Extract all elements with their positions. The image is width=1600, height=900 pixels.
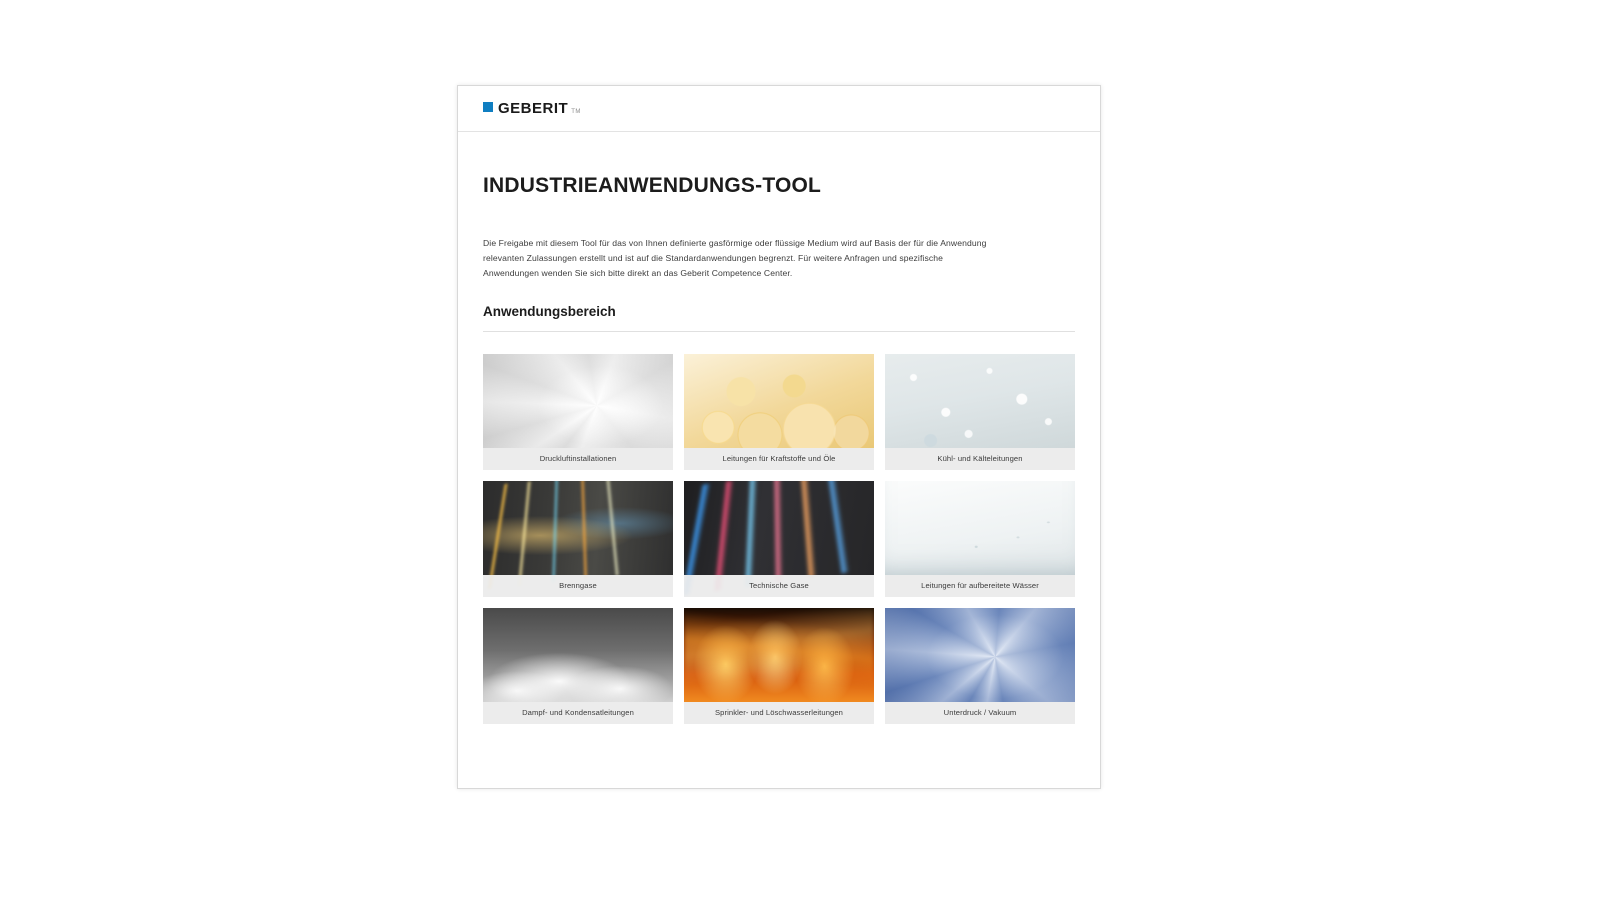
geberit-logo[interactable] bbox=[483, 100, 581, 117]
card-label: Druckluftinstallationen bbox=[483, 448, 673, 470]
steam-clouds-icon bbox=[483, 608, 673, 702]
card-label: Dampf- und Kondensatleitungen bbox=[483, 702, 673, 724]
application-card-sprinkler-und-loeschwasserleitungen[interactable] bbox=[684, 608, 874, 724]
application-card-kraftstoffe-und-oele[interactable] bbox=[684, 354, 874, 470]
card-label: Kühl- und Kälteleitungen bbox=[885, 448, 1075, 470]
warm-light-streaks-icon bbox=[483, 481, 673, 575]
card-label: Brenngase bbox=[483, 575, 673, 597]
application-card-brenngase[interactable] bbox=[483, 481, 673, 597]
cool-light-streaks-icon bbox=[684, 481, 874, 575]
flames-icon bbox=[684, 608, 874, 702]
card-label: Sprinkler- und Löschwasserleitungen bbox=[684, 702, 874, 724]
logo-trademark: TM bbox=[571, 109, 581, 115]
oil-bubbles-icon bbox=[684, 354, 874, 448]
logo-wordmark: GEBERIT bbox=[498, 100, 569, 117]
page-title: INDUSTRIEANWENDUNGS-TOOL bbox=[483, 174, 822, 197]
logo-square-icon bbox=[483, 102, 493, 112]
application-area-grid bbox=[483, 354, 1075, 724]
card-label: Technische Gase bbox=[684, 575, 874, 597]
application-card-druckluftinstallationen[interactable] bbox=[483, 354, 673, 470]
header-bar bbox=[458, 86, 1100, 132]
application-card-technische-gase[interactable] bbox=[684, 481, 874, 597]
condensation-droplets-icon bbox=[885, 354, 1075, 448]
compressed-air-swirl-icon bbox=[483, 354, 673, 448]
section-title: Anwendungsbereich bbox=[483, 304, 616, 320]
page-content bbox=[458, 132, 1100, 724]
card-label: Leitungen für aufbereitete Wässer bbox=[885, 575, 1075, 597]
clear-water-surface-icon bbox=[885, 481, 1075, 575]
application-card-dampf-und-kondensatleitungen[interactable] bbox=[483, 608, 673, 724]
intro-paragraph: Die Freigabe mit diesem Tool für das von Ihnen definierte gasförmige oder flüssige Medium wird auf Basis der für die Anwendung relevanten Zulassungen erstellt und ist auf die Standardanwendungen begrenzt. Für weitere Anfragen und spezifische Anwendungen wenden Sie sich bitte direkt an das Geberit Competence Center. bbox=[483, 238, 987, 278]
application-card-kuehl-und-kaelteleitungen[interactable] bbox=[885, 354, 1075, 470]
application-card-unterdruck-vakuum[interactable] bbox=[885, 608, 1075, 724]
application-card-aufbereitete-waesser[interactable] bbox=[885, 481, 1075, 597]
application-window bbox=[457, 85, 1101, 789]
section-divider bbox=[483, 331, 1075, 332]
card-label: Leitungen für Kraftstoffe und Öle bbox=[684, 448, 874, 470]
card-label: Unterdruck / Vakuum bbox=[885, 702, 1075, 724]
blue-vacuum-swirl-icon bbox=[885, 608, 1075, 702]
